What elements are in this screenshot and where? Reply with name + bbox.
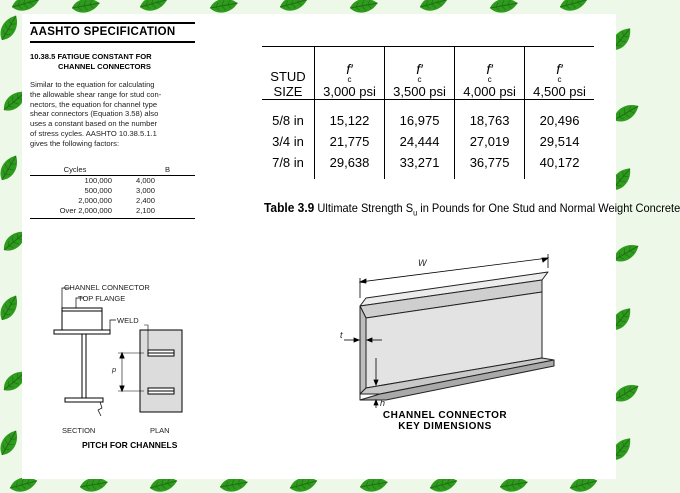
pitch-drawing xyxy=(40,280,240,430)
strength-cell: 40,172 xyxy=(525,152,594,179)
section-view xyxy=(54,288,116,416)
channel-diagram-title-line1: CHANNEL CONNECTOR xyxy=(382,410,508,421)
spec-subtitle-line1: 10.38.5 FATIGUE CONSTANT FOR xyxy=(30,52,152,61)
spec-title: AASHTO SPECIFICATION xyxy=(30,26,176,38)
spec-body-line: the allowable shear range for stud con- xyxy=(30,89,162,99)
b-cell: 4,000 xyxy=(136,176,156,185)
table-row xyxy=(262,100,594,132)
psi-header: 3,000 psi xyxy=(323,84,376,99)
table-caption-label: Table 3.9 xyxy=(264,200,315,215)
fc-symbol: f′ xyxy=(556,61,563,77)
table-row xyxy=(30,176,195,186)
strength-cell: 16,975 xyxy=(385,100,455,132)
stud-strength-table xyxy=(262,46,594,179)
pitch-p-label: p xyxy=(112,365,117,374)
channel-connector-drawing xyxy=(330,248,590,410)
stud-size-header-line1: STUD xyxy=(270,69,306,84)
fc-header xyxy=(385,47,455,100)
plan-view xyxy=(118,325,182,412)
spec-title-underline xyxy=(30,41,195,43)
spec-subtitle xyxy=(30,52,190,72)
cycles-cell: 100,000 xyxy=(84,176,112,185)
b-cell: 2,100 xyxy=(136,206,156,215)
strength-cell: 15,122 xyxy=(315,100,385,132)
b-header: B xyxy=(165,165,171,174)
strength-cell: 27,019 xyxy=(455,131,525,152)
table-row xyxy=(30,206,195,216)
cycles-table-bottom-rule xyxy=(30,218,195,219)
spec-body-line: nectors, the equation for channel type xyxy=(30,99,158,109)
cycles-cell: 500,000 xyxy=(84,186,112,195)
strength-cell: 33,271 xyxy=(385,152,455,179)
stud-size-cell: 3/4 in xyxy=(272,134,304,149)
fc-sub: c xyxy=(417,75,422,84)
channel-connector-label: CHANNEL CONNECTOR xyxy=(64,283,150,292)
strength-cell: 18,763 xyxy=(455,100,525,132)
cycles-cell: 2,000,000 xyxy=(78,196,112,205)
fc-sub: c xyxy=(487,75,492,84)
pitch-title: PITCH FOR CHANNELS xyxy=(82,440,178,450)
section-label: SECTION xyxy=(62,426,96,435)
spec-body-line: gives the following factors: xyxy=(30,138,120,148)
table-row xyxy=(262,152,594,179)
spec-body-line: shear connectors (Equation 3.58) also xyxy=(30,109,159,119)
psi-header: 4,000 psi xyxy=(463,84,516,99)
table-caption-text-a: Ultimate Strength S xyxy=(317,201,414,215)
strength-cell: 36,775 xyxy=(455,152,525,179)
fc-header xyxy=(525,47,594,100)
spec-body-line: uses a constant based on the number xyxy=(30,119,158,129)
table-row xyxy=(30,196,195,206)
table-caption xyxy=(264,200,680,217)
strength-cell: 29,638 xyxy=(315,152,385,179)
w-label: W xyxy=(418,258,427,268)
fc-symbol: f′ xyxy=(346,61,353,77)
cycles-header: Cycles xyxy=(63,165,87,174)
cycles-cell: Over 2,000,000 xyxy=(59,206,112,215)
b-cell: 2,400 xyxy=(136,196,156,205)
table-caption-sub: u xyxy=(413,208,418,218)
fc-sub: c xyxy=(347,75,352,84)
stud-size-cell: 7/8 in xyxy=(272,155,304,170)
fc-symbol: f′ xyxy=(486,61,493,77)
stud-size-header xyxy=(262,47,315,100)
stud-size-header-line2: SIZE xyxy=(273,84,303,99)
strength-cell: 20,496 xyxy=(525,100,594,132)
fc-symbol: f′ xyxy=(416,61,423,77)
spec-body-line: Similar to the equation for calculating xyxy=(30,80,155,89)
weld-label: WELD xyxy=(117,316,139,325)
cycles-table-header xyxy=(30,165,195,176)
psi-header: 3,500 psi xyxy=(393,84,446,99)
top-flange-label: TOP FLANGE xyxy=(78,294,126,303)
b-cell: 3,000 xyxy=(136,186,156,195)
spec-top-rule xyxy=(30,22,195,24)
channel-shape xyxy=(360,272,554,400)
strength-cell: 24,444 xyxy=(385,131,455,152)
stud-size-cell: 5/8 in xyxy=(272,113,304,128)
leaf-top-row xyxy=(10,0,589,15)
channel-diagram-title xyxy=(360,410,530,432)
spec-body xyxy=(30,80,195,149)
plan-label: PLAN xyxy=(150,426,170,435)
table-row xyxy=(30,186,195,196)
cycles-table xyxy=(30,165,195,219)
strength-cell: 29,514 xyxy=(525,131,594,152)
spec-body-line: of stress cycles. AASHTO 10.38.5.1.1 xyxy=(30,128,157,138)
table-caption-text-b: in Pounds for One Stud and Normal Weight Concrete xyxy=(417,201,680,215)
fc-sub: c xyxy=(557,75,562,84)
fc-header xyxy=(455,47,525,100)
spec-subtitle-line2: CHANNEL CONNECTORS xyxy=(58,62,151,71)
h-label: h xyxy=(380,398,386,408)
t-label: t xyxy=(340,330,343,340)
table-row xyxy=(262,131,594,152)
channel-diagram-title-line2: KEY DIMENSIONS xyxy=(398,421,492,432)
fc-header xyxy=(315,47,385,100)
strength-cell: 21,775 xyxy=(315,131,385,152)
psi-header: 4,500 psi xyxy=(533,84,586,99)
